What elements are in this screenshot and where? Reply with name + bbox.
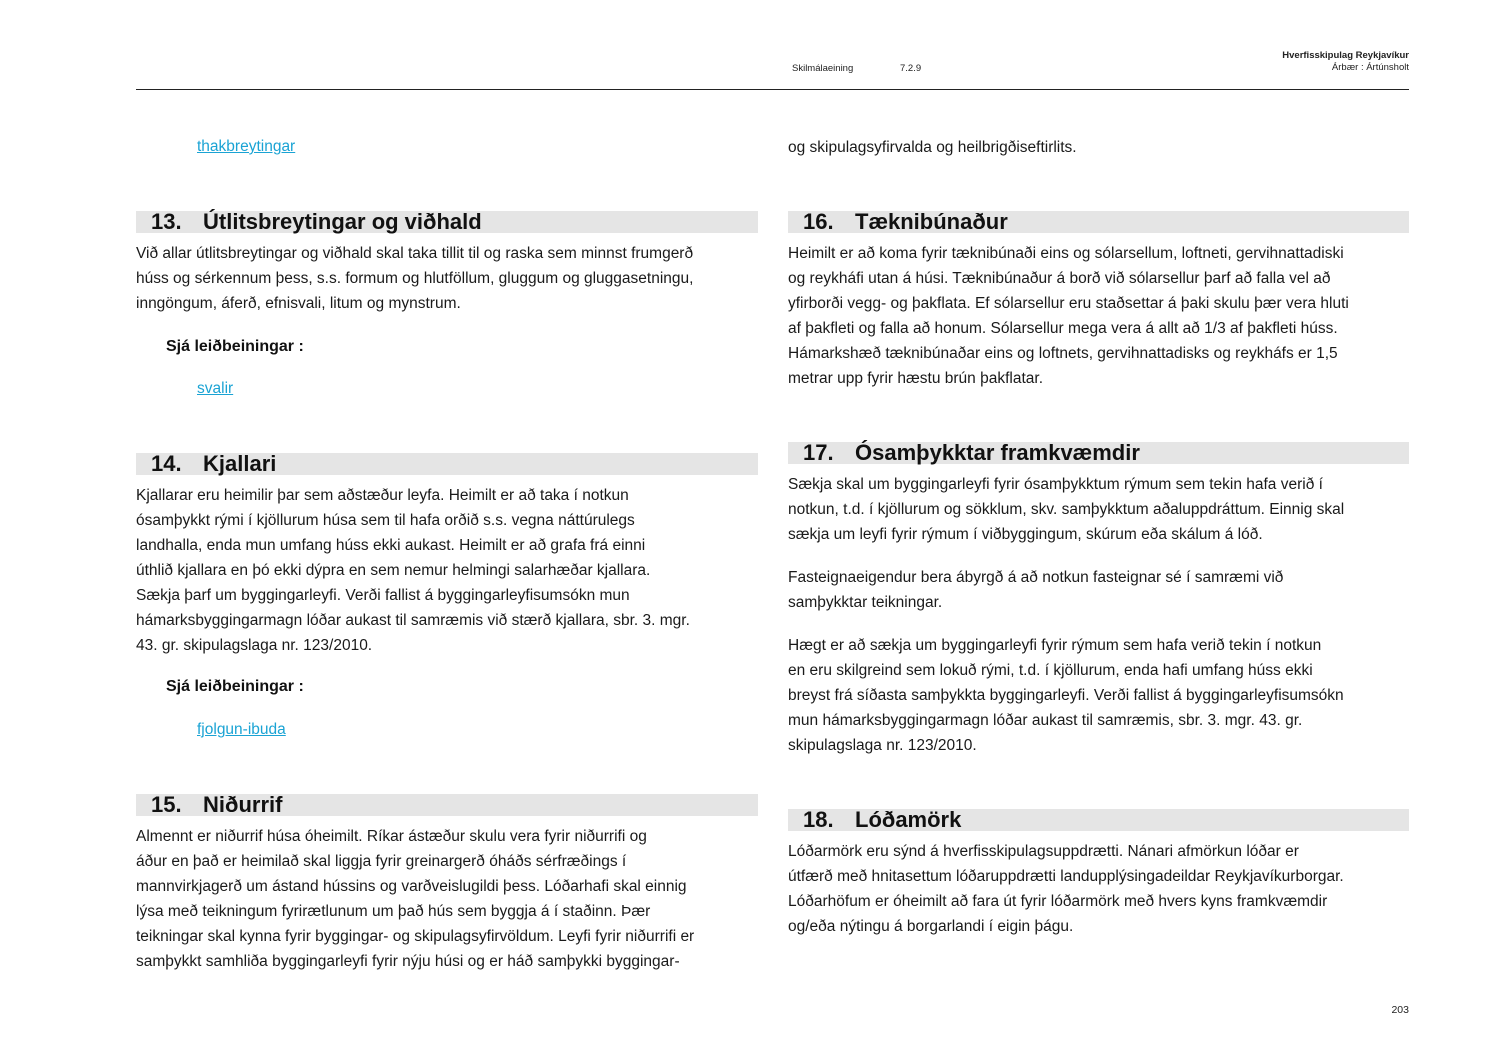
section-15-heading: [136, 794, 758, 816]
text-line: breyst frá síðasta samþykkta byggingarleyfi. Verði fallist á byggingarleyfisumsókn: [788, 687, 1344, 704]
text-line: Hægt er að sækja um byggingarleyfi fyrir rýmum sem hafa verið tekin í notkun: [788, 637, 1322, 654]
text-line: Lóðarhöfum er óheimilt að fara út fyrir lóðarmörk með hvers kyns framkvæmdir: [788, 893, 1328, 910]
text-line: Heimilt er að koma fyrir tæknibúnaði eins og sólarsellum, loftneti, gervihnattadiski: [788, 245, 1344, 262]
section-title: Kjallari: [203, 451, 277, 476]
section-number: 14.: [151, 451, 182, 476]
section-13-heading: [136, 211, 758, 233]
section-title: Niðurrif: [203, 792, 283, 817]
guide-label: Sjá leiðbeiningar :: [166, 678, 304, 695]
text-line: Kjallarar eru heimilir þar sem aðstæður leyfa. Heimilt er að taka í notkun: [136, 487, 629, 504]
text-line: húss og sérkennum þess, s.s. formum og hlutföllum, gluggum og gluggasetningu,: [136, 270, 694, 287]
section-number: 15.: [151, 792, 182, 817]
text-line: Við allar útlitsbreytingar og viðhald skal taka tillit til og raska sem minnst frumgerð: [136, 245, 694, 262]
text-line: landhalla, enda mun umfang húss ekki aukast. Heimilt er að grafa frá einni: [136, 537, 646, 554]
plan-area: Árbær : Ártúnsholt: [1331, 62, 1409, 73]
text-line: Almennt er niðurrif húsa óheimilt. Ríkar ástæður skulu vera fyrir niðurrifi og: [136, 828, 647, 845]
page-number: 203: [1391, 1004, 1409, 1016]
section-17-paragraph-1: [788, 472, 1409, 547]
section-title: Tæknibúnaður: [855, 209, 1008, 234]
section-number: 16.: [803, 209, 834, 234]
text-line: yfirborði vegg- og þakflata. Ef sólarsellur eru staðsettar á þaki skulu þær vera hluti: [788, 295, 1349, 312]
unit-label: Skilmálaeining: [792, 63, 854, 74]
section-17-heading: [788, 442, 1409, 464]
section-13-text: [136, 241, 758, 316]
section-title: Lóðamörk: [855, 807, 962, 832]
text-line: Fasteignaeigendur bera ábyrgð á að notkun fasteignar sé í samræmi við: [788, 569, 1284, 586]
section-number: 13.: [151, 209, 182, 234]
section-15-text: [136, 824, 758, 974]
text-line: sækja um leyfi fyrir rýmum í viðbyggingum, skúrum eða skálum á lóð.: [788, 526, 1263, 543]
text-line: samþykkt samhliða byggingarleyfi fyrir nýju húsi og er háð samþykki byggingar-: [136, 953, 680, 970]
plan-header: [1282, 50, 1409, 74]
text-line: samþykktar teikningar.: [788, 594, 943, 611]
section-18-text: [788, 839, 1409, 939]
section-title: Ósamþykktar framkvæmdir: [855, 440, 1140, 465]
text-line: en eru skilgreind sem lokuð rými, t.d. í kjöllurum, enda hafi umfang húss ekki: [788, 662, 1313, 679]
section-16-heading: [788, 211, 1409, 233]
text-line: Lóðarmörk eru sýnd á hverfisskipulagsuppdrætti. Nánari afmörkun lóðar er: [788, 843, 1299, 860]
section-number: 17.: [803, 440, 834, 465]
text-line: af þakfleti og falla að honum. Sólarsellur mega vera á allt að 1/3 af þakfleti húss.: [788, 320, 1338, 337]
text-line: mun hámarksbyggingarmagn lóðar aukast til samræmis, sbr. 3. mgr. 43. gr.: [788, 712, 1303, 729]
plan-title: Hverfisskipulag Reykjavíkur: [1282, 50, 1409, 61]
section-17-paragraph-3: [788, 633, 1409, 758]
text-line: og reykháfi utan á húsi. Tæknibúnaður á borð við sólarsellur þarf að falla vel að: [788, 270, 1331, 287]
text-line: úthlið kjallara en þó ekki dýpra en sem nemur helmingi salarhæðar kjallara.: [136, 562, 651, 579]
text-line: áður en það er heimilað skal liggja fyrir greinargerð óháðs sérfræðings í: [136, 853, 627, 870]
text-line: Sækja skal um byggingarleyfi fyrir ósamþykktum rýmum sem tekin hafa verið í: [788, 476, 1323, 493]
text-line: hámarksbyggingarmagn lóðar aukast til samræmis við stærð kjallara, sbr. 3. mgr.: [136, 612, 690, 629]
section-16-text: [788, 241, 1409, 391]
text-line: metrar upp fyrir hæstu brún þakflatar.: [788, 370, 1044, 387]
section-number: 18.: [803, 807, 834, 832]
text-line: inngöngum, áferð, efnisvali, litum og mynstrum.: [136, 295, 461, 312]
text-line: notkun, t.d. í kjöllurum og sökklum, skv. samþykktum aðaluppdráttum. Einnig skal: [788, 501, 1345, 518]
header-rule: [136, 89, 1409, 90]
text-line: skipulagslaga nr. 123/2010.: [788, 737, 977, 754]
section-14-heading: [136, 453, 758, 475]
text-line: lýsa með teikningum fyrirætlunum um það hús sem byggja á í staðinn. Þær: [136, 903, 651, 920]
text-line: teikningar skal kynna fyrir byggingar- og skipulagsyfirvöldum. Leyfi fyrir niðurrifi er: [136, 928, 695, 945]
text-line: Sækja þarf um byggingarleyfi. Verði fallist á byggingarleyfisumsókn mun: [136, 587, 630, 604]
text-line: Hámarkshæð tæknibúnaðar eins og loftnets, gervihnattadisks og reykháfs er 1,5: [788, 345, 1338, 362]
link-thakbreytingar[interactable]: thakbreytingar: [197, 138, 296, 155]
text-line: ósamþykkt rými í kjöllurum húsa sem til hafa orðið s.s. vegna náttúrulegs: [136, 512, 635, 529]
section-17-paragraph-2: [788, 565, 1409, 615]
section-14-text: [136, 483, 758, 658]
guide-label: Sjá leiðbeiningar :: [166, 338, 304, 355]
section-title: Útlitsbreytingar og viðhald: [203, 209, 482, 234]
unit-number: 7.2.9: [900, 63, 922, 74]
text-line: og/eða nýtingu á borgarlandi í eigin þágu.: [788, 918, 1074, 935]
section-18-heading: [788, 809, 1409, 831]
continued-text: og skipulagsyfirvalda og heilbrigðiseftirlits.: [788, 139, 1077, 156]
text-line: mannvirkjagerð um ástand hússins og varðveislugildi þess. Lóðarhafi skal einnig: [136, 878, 687, 895]
link-fjolgun-ibuda[interactable]: fjolgun-ibuda: [197, 721, 286, 738]
text-line: 43. gr. skipulagslaga nr. 123/2010.: [136, 637, 373, 654]
link-svalir[interactable]: svalir: [197, 380, 234, 397]
text-line: útfærð með hnitasettum lóðaruppdrætti landupplýsingadeildar Reykjavíkurborgar.: [788, 868, 1344, 885]
